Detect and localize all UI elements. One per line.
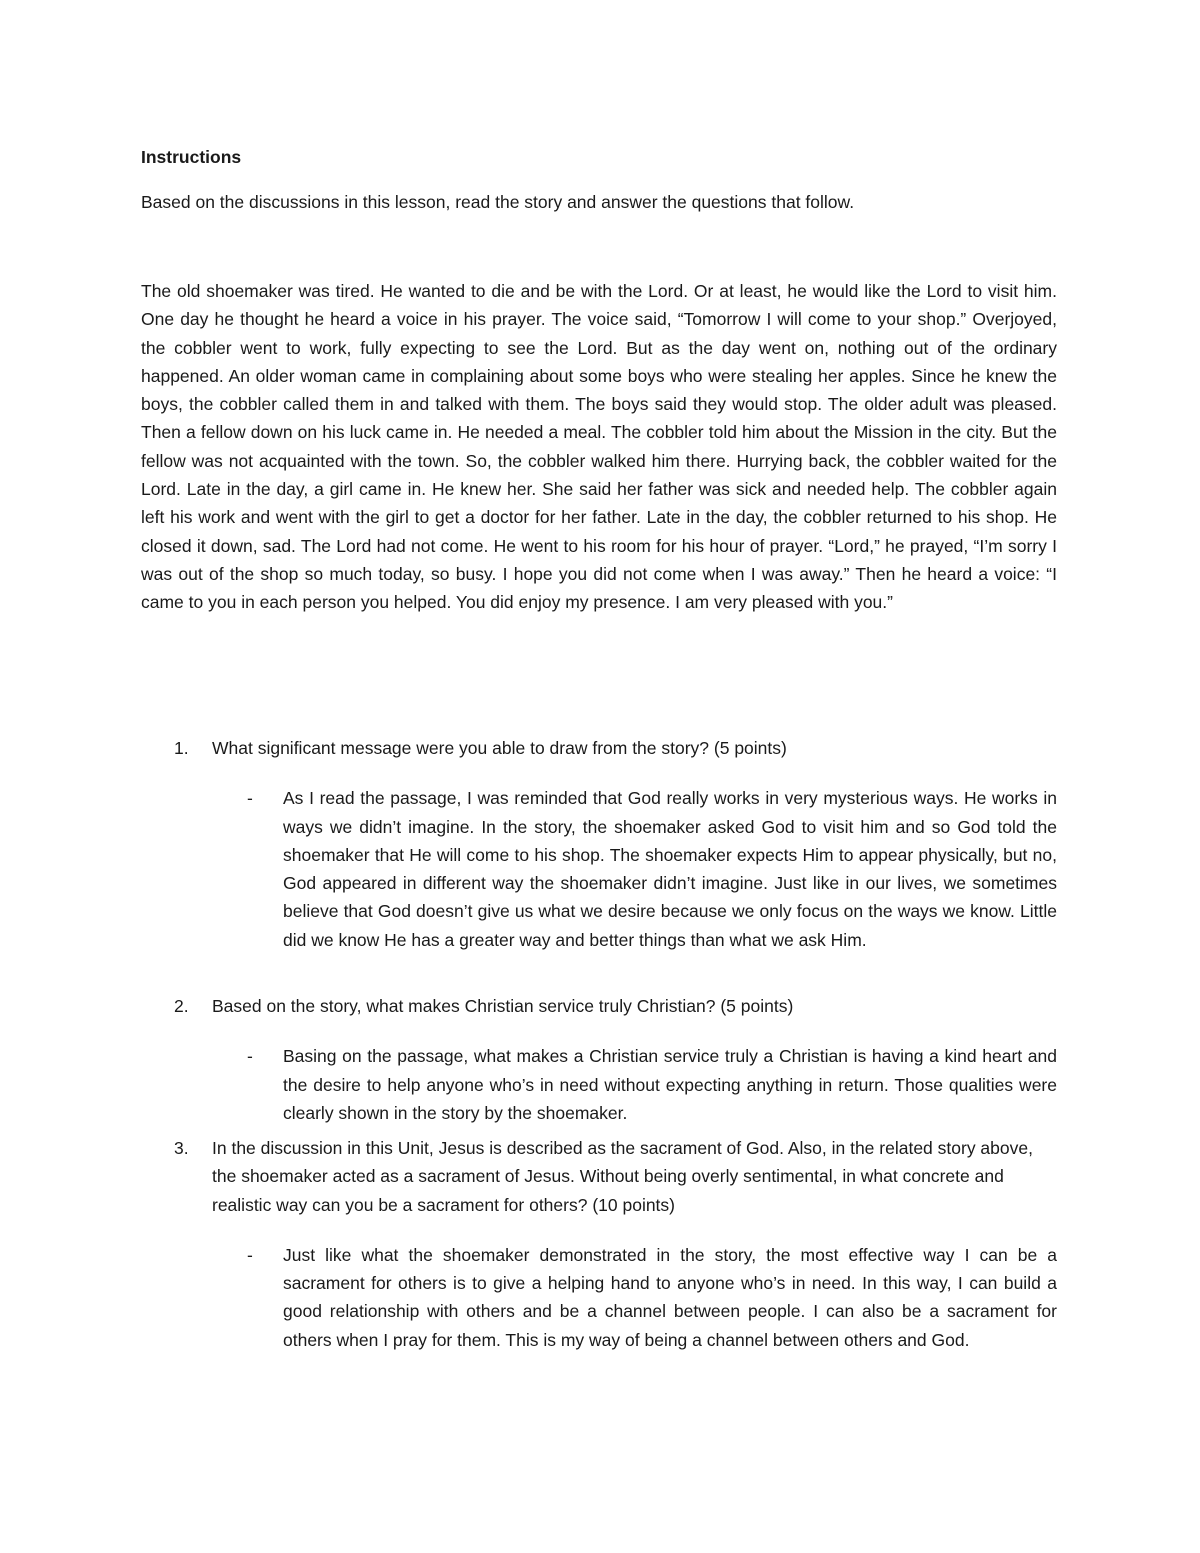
story-paragraph: The old shoemaker was tired. He wanted to die and be with the Lord. Or at least, he would like the Lord to visit him. One day he thought he heard a voice in his prayer. The voice said, “Tomorrow I will come to your shop.” Overjoyed, the cobbler went to work, fully expecting to see the Lord. But as the day went on, nothing out of the ordinary happened. An older woman came in complaining about some boys who were stealing her apples. Since he knew the boys, the cobbler called them in and talked with them. The boys said they would stop. The older adult was pleased. Then a fellow down on his luck came in. He needed a meal. The cobbler told him about the Mission in the city. But the fellow was not acquainted with the town. So, the cobbler walked him there. Hurrying back, the cobbler waited for the Lord. Late in the day, a girl came in. He knew her. She said her father was sick and needed help. The cobbler again left his work and went with the girl to get a doctor for her father. Late in the day, the cobbler returned to his shop. He closed it down, sad. The Lord had not come. He went to his room for his hour of prayer. “Lord,” he prayed, “I’m sorry I was out of the shop so much today, so busy. I hope you did not come when I was away.” Then he heard a voice: “I came to you in each person you helped. You did enjoy my presence. I am very pleased with you.”: [141, 281, 1057, 613]
question-number: 2.: [174, 996, 189, 1016]
question-item: [141, 734, 1057, 954]
answer-marker: -: [247, 788, 253, 809]
question-item: [141, 1134, 1057, 1354]
answer-item: [141, 784, 1057, 954]
answer-text: Basing on the passage, what makes a Christian service truly a Christian is having a kind heart and the desire to help anyone who’s in need without expecting anything in return. Those qualities were clearly shown in the story by the shoemaker.: [283, 1046, 1057, 1123]
answer-text: Just like what the shoemaker demonstrated in the story, the most effective way I can be a sacrament for others is to give a helping hand to anyone who’s in need. In this way, I can build a good relationship with others and be a channel between people. I can also be a sacrament for others when I pray for them. This is my way of being a channel between others and God.: [283, 1244, 1057, 1350]
answer-marker: -: [247, 1046, 253, 1067]
answer-item: [141, 1042, 1057, 1127]
question-text: In the discussion in this Unit, Jesus is described as the sacrament of God. Also, in the related story above, the shoemaker acted as a sacrament of Jesus. Without being overly sentimental, in what concrete and realistic way can you be a sacrament for others? (10 points): [212, 1138, 1033, 1215]
instructions-heading: Instructions: [141, 147, 242, 167]
question-text: What significant message were you able to draw from the story? (5 points): [212, 738, 787, 758]
question-number: 1.: [174, 738, 189, 758]
question-item: [141, 992, 1057, 1127]
question-text: Based on the story, what makes Christian service truly Christian? (5 points): [212, 996, 794, 1016]
answer-item: [141, 1241, 1057, 1354]
answer-text: As I read the passage, I was reminded that God really works in very mysterious ways. He works in ways we didn’t imagine. In the story, the shoemaker asked God to visit him and so God told the shoemaker that He will come to his shop. The shoemaker expects Him to appear physically, but no, God appeared in different way the shoemaker didn’t imagine. Just like in our lives, we sometimes believe that God doesn’t give us what we desire because we only focus on the ways we know. Little did we know He has a greater way and better things than what we ask Him.: [283, 788, 1057, 950]
instructions-text: Based on the discussions in this lesson, read the story and answer the questions that follow.: [141, 192, 855, 212]
answer-marker: -: [247, 1244, 253, 1265]
question-number: 3.: [174, 1138, 189, 1158]
